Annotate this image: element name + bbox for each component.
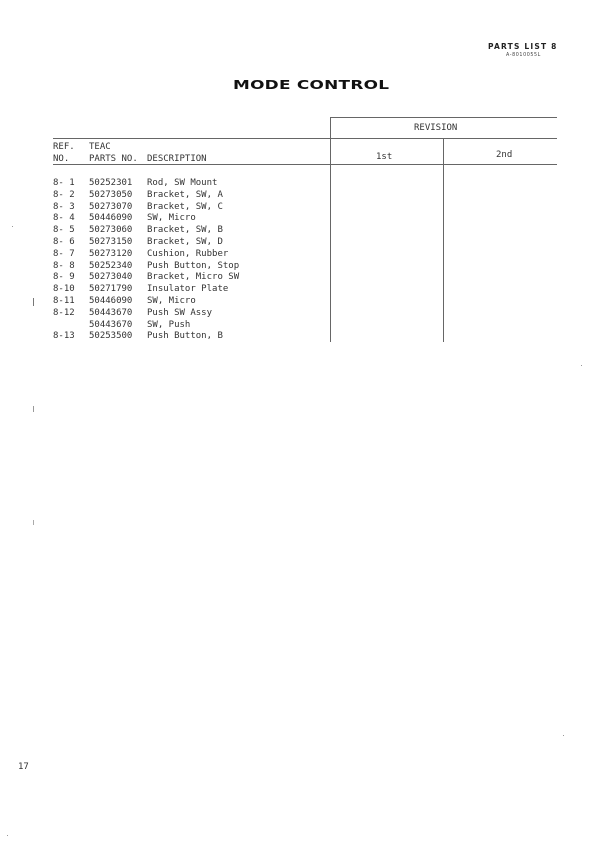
part-number-cell: 50273120 — [89, 248, 133, 259]
ref-cell: 8- 4 — [53, 213, 75, 224]
description-cell: SW, Micro — [147, 295, 196, 306]
ref-cell: 8-10 — [53, 284, 75, 295]
page-title: MODE CONTROL — [233, 77, 390, 92]
ref-cell: 8- 7 — [53, 248, 75, 259]
table-row — [53, 284, 323, 296]
ref-cell: 8- 1 — [53, 178, 75, 188]
table-row — [53, 225, 323, 237]
scan-speck — [7, 835, 8, 836]
part-number-cell: 50443670 — [89, 307, 133, 318]
teac-header-line1: TEAC — [89, 142, 111, 152]
description-cell: SW, Push — [147, 319, 191, 330]
table-row — [53, 213, 323, 225]
table-row — [53, 296, 323, 308]
revision-1st-header: 1st — [376, 152, 393, 162]
part-number-cell: 50271790 — [89, 284, 133, 295]
parts-table-body — [53, 178, 323, 343]
table-row — [53, 178, 323, 190]
revision-2nd-header: 2nd — [496, 150, 513, 160]
revision-header: REVISION — [414, 123, 458, 133]
ref-cell: 8-13 — [53, 331, 75, 342]
part-number-cell: 50273150 — [89, 236, 133, 247]
ref-header-line1: REF. — [53, 142, 75, 152]
part-number-cell: 50253500 — [89, 331, 133, 342]
document-number: A-8010055L — [506, 53, 541, 58]
scan-mark — [33, 406, 34, 412]
description-cell: Push Button, Stop — [147, 260, 240, 271]
ref-cell: 8- 8 — [53, 260, 75, 271]
part-number-cell: 50252301 — [89, 178, 133, 188]
part-number-cell: 50252340 — [89, 260, 133, 271]
part-number-cell: 50273070 — [89, 201, 133, 212]
description-cell: Bracket, SW, A — [147, 189, 223, 200]
description-cell: Push Button, B — [147, 331, 223, 342]
scan-speck — [563, 735, 564, 736]
description-header: DESCRIPTION — [147, 154, 207, 164]
part-number-cell: 50273050 — [89, 189, 133, 200]
part-number-cell: 50446090 — [89, 213, 133, 224]
ref-cell: 8- 5 — [53, 225, 75, 236]
revision-mid-rule — [443, 138, 444, 342]
scan-mark — [33, 298, 34, 306]
table-row — [53, 190, 323, 202]
parts-no-header: PARTS NO. — [89, 154, 138, 164]
ref-cell: 8- 6 — [53, 236, 75, 247]
ref-header-line2: NO. — [53, 154, 70, 164]
part-number-cell: 50443670 — [89, 319, 133, 330]
description-cell: Insulator Plate — [147, 284, 229, 295]
parts-list-code: PARTS LIST 8 — [488, 42, 558, 51]
description-cell: Bracket, SW, C — [147, 201, 223, 212]
scan-speck — [12, 226, 13, 227]
table-row — [53, 249, 323, 261]
description-cell: Bracket, Micro SW — [147, 272, 240, 283]
table-row — [53, 202, 323, 214]
part-number-cell: 50446090 — [89, 295, 133, 306]
table-row — [53, 237, 323, 249]
revision-top-rule — [330, 117, 557, 118]
ref-cell: 8- 2 — [53, 189, 75, 200]
table-row — [53, 261, 323, 273]
table-row — [53, 308, 323, 320]
description-cell: Cushion, Rubber — [147, 248, 229, 259]
scan-speck — [581, 365, 582, 366]
ref-cell: 8-12 — [53, 307, 75, 318]
ref-cell: 8- 9 — [53, 272, 75, 283]
ref-cell: 8- 3 — [53, 201, 75, 212]
description-cell: Push SW Assy — [147, 307, 213, 318]
description-cell: SW, Micro — [147, 213, 196, 224]
part-number-cell: 50273060 — [89, 225, 133, 236]
part-number-cell: 50273040 — [89, 272, 133, 283]
description-cell: Bracket, SW, D — [147, 236, 223, 247]
description-cell: Rod, SW Mount — [147, 178, 218, 188]
header-top-rule — [53, 138, 557, 139]
scan-mark — [33, 520, 34, 525]
table-row — [53, 320, 323, 332]
table-row — [53, 272, 323, 284]
revision-left-rule — [330, 117, 331, 342]
ref-cell: 8-11 — [53, 295, 75, 306]
table-row — [53, 331, 323, 343]
description-cell: Bracket, SW, B — [147, 225, 223, 236]
page-number: 17 — [18, 762, 29, 772]
